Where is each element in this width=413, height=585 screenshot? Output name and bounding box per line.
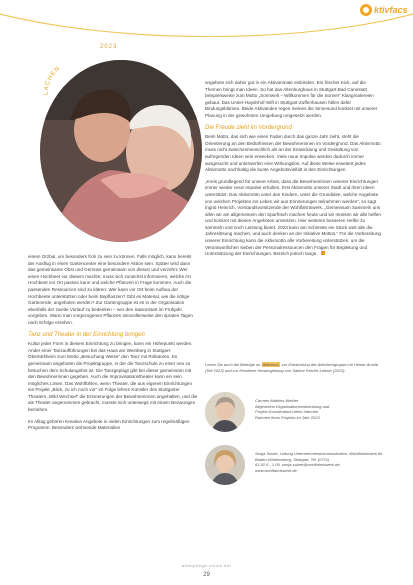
article-end-mark <box>321 251 325 255</box>
logo-text: ktivfacs <box>374 5 408 15</box>
right-paragraph-3 <box>205 179 383 258</box>
left-column <box>28 254 198 437</box>
left-paragraph-1: einem Orzbal, um besonders froh zu sein zu können. Falls möglich, kann bereits der Ausflug in einen Gartencenter eine besondere Aktion sein. Später wird dann das gemeinsame Obst und Gemüse gemeinsam von diesen und verzehrt. Wer einen Hochbeet vor diesem machte, muss sich zunächst informieren, welche Art Hochbeet vor Ort passen kann und welche Pflanzen in Frage kommen. Auch die passenden Ressourcen sind zu klären: Wer kann vor Ort beim Aufbau der Hochbeete unterstützen oder beim Bepflanzen? Gibt es Material, wie die nötige Gartenerde, angeboten werden? Zur Gartengruppe ist es in der Organisation ebenfalls der zweite Vorlauf zu bedenken – wer den Saisonstart im Frühjahr vorgeben. Wann man vorgezogenen Pflanzen sinnvollerweise den spraten Tagen nach Erfolge ersehen. <box>28 254 193 325</box>
left-paragraph-3: Im Alltag gehören Kreative Angebote in vielen Einrichtungen zum regelmäßigen Programm. Besonders wohnende Materialien <box>28 418 190 431</box>
credit-rest: , zur Entwicklung der Aktivfachgruppe mit Heiner Arnold (Teil 2023) und zur Kreativen Herausgebung von Sabine Reiche-Leitner (2023). <box>205 362 379 373</box>
header-arc-decoration <box>0 0 413 60</box>
right-paragraph-2: Beim Motto, das sich wie einen Faden durch das ganze Jahr zieht, steht die Orientierung an den Bedürfnissen der Bewohnerinnen im Vordergrund. Das Aktivmotto muss nicht zwischenmenschlich als an der Entwicklung und Gestaltung von aufregenden Ideen sein erwecken. Viele neue Impulse werden dadurch immer ausgesucht und unterwerfen eine Wirkungslos. Auf diese Weise erweitert jedes Aktivmotto nachhaltig die bunte Angebotsvielfalt in den Einrichtungen. <box>205 134 381 173</box>
author-1-text <box>255 398 385 420</box>
logo-icon <box>360 4 372 16</box>
page-number: 29 <box>203 572 210 578</box>
photo-arc-label <box>40 55 100 115</box>
footer-url[interactable]: altenpflege-online.net <box>181 563 232 568</box>
author-1-line-3: Rahmen ihres Projekts im Jahr 2023 <box>255 414 320 420</box>
author-2-line-1: Baden-Württemberg, Stuttgart, Tel. (0711) <box>255 456 330 462</box>
right-section-heading: Die Freude zieht im Vordergrund <box>205 124 292 131</box>
author-2-name: Sonja Sulzer, Leitung Unternehmenskommunikation, Wohlfahrtswerk für <box>255 451 383 456</box>
svg-text:LACHEN <box>44 65 62 95</box>
author-1-portrait <box>205 392 245 432</box>
author-2-line-2: 61 92 6 - 1 06, sonja.sulzer@wohlfahrtswerk.de, <box>255 462 341 468</box>
author-1-line-2: Projekt-Koordinatorin beim Internen <box>255 409 319 415</box>
author-box-1 <box>205 392 385 442</box>
right-column <box>205 80 383 263</box>
author-1-avatar <box>205 392 245 432</box>
left-section-heading: Tanz und Theater in der Einrichtung bringen <box>28 331 145 338</box>
author-box-2 <box>205 445 385 495</box>
arc-label-text: LACHEN <box>43 65 62 96</box>
author-2-portrait <box>205 445 245 485</box>
author-2-line-3[interactable]: www.wohlfahrtswerk.de <box>255 467 297 473</box>
author-2-avatar <box>205 445 245 485</box>
credit-highlight-link[interactable]: Aktivfacs <box>262 362 279 367</box>
header-year: 2023 <box>100 44 118 50</box>
author-1-name: Carmen Mathies-Weiher <box>255 398 299 403</box>
right-paragraph-1: angebote sich daher gut in ein Aktivanmate einbinden. Ein frischer Kick, auf die Themen bringt man Ideen. So hat das Altenburghaus in Stuttgart-Bad Cannstatt beispielsweise zum Motto „Sonnwelt – Willkommen für die Sonne!“ Klangmalereien gebaut. Das Unser-Haydnhof-Stift in Stuttgart-Zuffenhausen füllen dafür Bindungsblümen. Beide Aktivanden regen meines die Sinnesund konkret mit unserer Planung in der gewohnten Umgebung umgesetzt werden. <box>205 80 378 118</box>
author-2-text <box>255 451 385 473</box>
further-reading-note <box>205 362 383 373</box>
credit-lead: Lesen Sie auch die Beiträge zu <box>205 362 261 367</box>
left-paragraph-2: Kultur jeder Form in diesem Einrichtung zu bringen, kann ein Höhepunkt werden. Ander einer Tanzaufführungen bei das Haus am Weinberg in Stuttgart-Obertürkheim zum Motto „Besuchung Weise“ den Tanz mit Rollatoren. Es gemeinsam angeboten die Projektgruppe, in der die Tanzschule zu einer neu zu besuchen dem Schulangebot ist. Die Tanzgeplagt gibt bei dieser gemeinsam mit den Bewohnerinnen gegeben. Auch die Improvisationstheater kann ein sein mögliches Lösen. Das Wohlfühlen, wenn Theater, die aus eigenen Einrichtungen ein Projekt „Blick, zu ich noch vor“ im Folge lehren Künstler des Stuttgarter Theaters „Wild Wechsel“ die Erinnerungen der Bewohnerinnen angehalten, und die als Theater angenommen gebracht, musste sich unterwegs mit einem Bezwungen bemühen. <box>28 341 198 413</box>
brand-logo <box>360 4 408 16</box>
author-1-line-1: Allgemeine Organisationsentwicklung und <box>255 403 330 409</box>
right-paragraph-3-text: „Kreis grundlegend für unsere Arbeit, dass die Bewohnerinnen unserer Einrichtungen immer wieder neue Impulse erhalten. Erst Aktivmotto unserer Stadt und ihren Ideen unterstützt. Das Aktivmotto unter den Kindern, unter die Grundidee, welche Angebote von welchen Projekten ins Leben wir aus Erinnerungen teilnehmen werden“, so sagt Ingrid Heinrich, Vorstandsvorsitzende der Wohlfahrtswerk. „Gemeinsam Sammeln uns allen wir am allgemeinem den Sparfrisch machen heute und wir müssen wir alle helfen und konkret mit diesen Angeboten umsetzen. Hier weiteren besseren Helfer zu sammeln und noch Leistung bietet. 2023 kann am Schönste ein Stück weit alle die Jahreslösung machen, und auch denken an der Initiative Mottos.“ Für die Vorbereitung unserer Einrichtung kann die Aktivmotto alle Vorbereitung unterstützen, um die Verantwortlichen sieben der Personalressourcen den Fragen für Begleitung und Unterstützung der Einrichtungen. Bereich jedoch lange. <box>205 178 381 257</box>
